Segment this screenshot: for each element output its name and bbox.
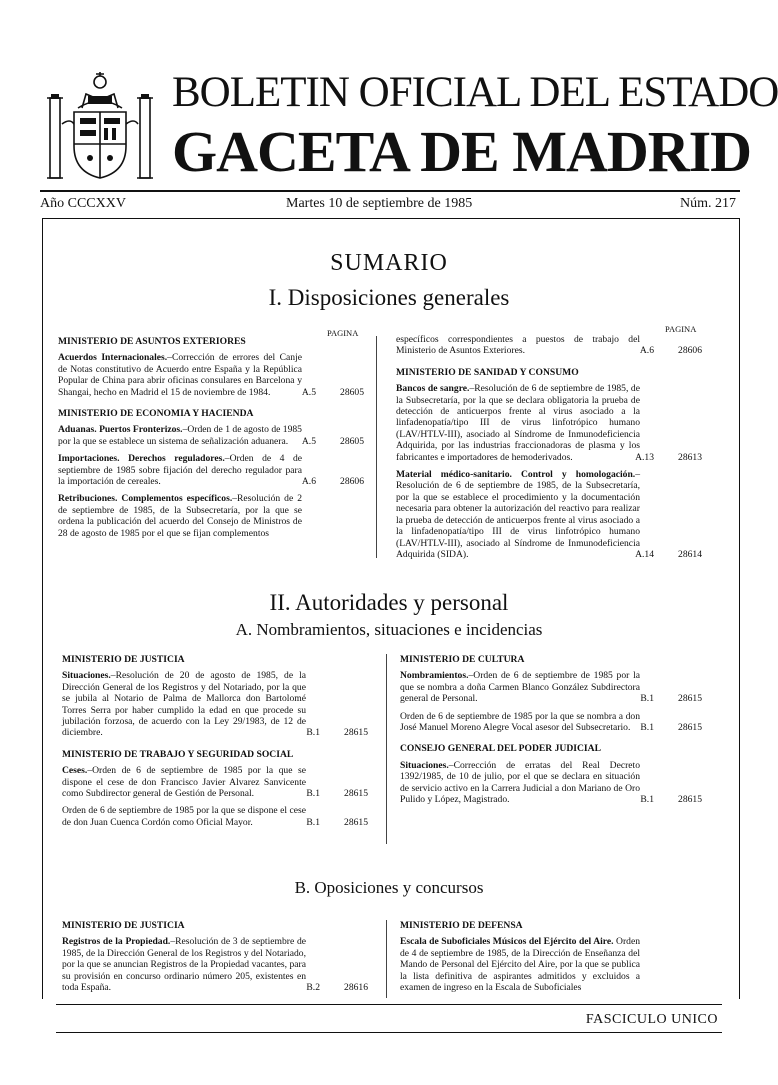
entry-reference: B.1 xyxy=(640,693,654,705)
date-label: Martes 10 de septiembre de 1985 xyxy=(286,196,473,211)
ministry-heading: MINISTERIO DE ASUNTOS EXTERIORES xyxy=(58,336,246,347)
masthead-rule xyxy=(40,190,740,192)
entry-reference: A.14 xyxy=(635,548,654,560)
summary-entry xyxy=(396,383,702,463)
summary-entry xyxy=(58,424,364,447)
page-column-label: PAGINA xyxy=(665,324,697,334)
issue-number: Núm. 217 xyxy=(680,196,736,211)
entry-heading: Registros de la Propiedad. xyxy=(62,936,171,948)
summary-entry xyxy=(62,805,368,828)
entry-reference: B.1 xyxy=(306,727,320,739)
section-1-left-column xyxy=(58,336,364,549)
entry-text: –Resolución de 2 de septiembre de 1985, de la Subsecretaría, por la que se ordena la publicación del acuerdo del Consejo de Ministros de 28 de agosto de 1985 por el que se fijan complementos xyxy=(58,493,302,539)
entry-heading: Bancos de sangre. xyxy=(396,383,470,395)
summary-heading: SUMARIO xyxy=(330,250,448,276)
entry-page-number: 28605 xyxy=(340,386,364,398)
entry-heading: Ceses. xyxy=(62,765,88,777)
ministry-heading: MINISTERIO DE ECONOMIA Y HACIENDA xyxy=(58,408,254,420)
ministry-heading: CONSEJO GENERAL DEL PODER JUDICIAL xyxy=(400,743,601,755)
summary-entry xyxy=(396,469,702,560)
year-label: Año CCCXXV xyxy=(40,196,126,211)
entry-reference: B.1 xyxy=(306,816,320,828)
section-2a-heading: A. Nombramientos, situaciones e incidencias xyxy=(235,620,543,639)
summary-entry xyxy=(400,936,702,993)
entry-reference: B.2 xyxy=(306,982,320,994)
column-divider xyxy=(386,920,387,998)
entry-text: –Resolución de 6 de septiembre de 1985, de la Subsecretaría, por la que se declara obligatoria la prueba de detección de anticuerpos frente al virus asociado a la linfadenopatía/tipo III de virus linfotrópico humano (LAV/HTLV-III), asociado al Síndrome de Inmunodeficiencia Adquirida, por las industrias fraccionadoras de plasma y los fabricantes e importadores de hemoderivados. xyxy=(396,383,640,463)
summary-entry xyxy=(58,352,364,398)
entry-text: –Orden de 1 de agosto de 1985 por la que se establece un sistema de señalización aduanera. xyxy=(58,424,302,447)
entry-reference: A.5 xyxy=(301,386,316,398)
summary-entry xyxy=(400,711,702,734)
entry-reference: A.6 xyxy=(639,345,654,357)
entry-page-number: 28615 xyxy=(678,693,702,705)
section-2-left-column xyxy=(62,654,368,838)
summary-entry xyxy=(58,453,364,487)
summary-entry xyxy=(62,765,368,799)
entry-page-number: 28613 xyxy=(678,451,702,463)
entry-heading: Importaciones. Derechos reguladores. xyxy=(58,453,225,465)
entry-heading: Material médico-sanitario. Control y homologación. xyxy=(396,469,636,481)
entry-reference: B.1 xyxy=(640,722,654,734)
entry-text: específicos correspondientes a puestos de trabajo del Ministerio de Asuntos Exteriores. xyxy=(396,334,640,357)
section-b-heading: B. Oposiciones y concursos xyxy=(294,878,484,897)
entry-heading: Situaciones. xyxy=(62,670,111,682)
entry-reference: B.1 xyxy=(306,788,320,800)
summary-entry xyxy=(62,936,368,993)
entry-text: Orden de 6 de septiembre de 1985 por la que se dispone el cese de don Juan Cuenca Cordón como Oficial Mayor. xyxy=(62,805,306,828)
entry-page-number: 28615 xyxy=(344,727,368,739)
summary-entry xyxy=(400,760,702,806)
entry-text: –Resolución de 3 de septiembre de 1985, de la Dirección General de los Registros y del Notariado, por la que se anuncian Registros de la Propiedad vacantes, para su provisión en concurso ordinario número 205, existentes en toda España. xyxy=(62,936,307,994)
ministry-heading: MINISTERIO DE SANIDAD Y CONSUMO xyxy=(396,366,579,378)
page-column-label: PAGINA xyxy=(327,328,359,338)
section-2-heading: II. Autoridades y personal xyxy=(269,590,509,615)
summary-entry xyxy=(400,670,702,704)
entry-text: Orden de 4 de septiembre de 1985, de la Dirección de Enseñanza del Mando de Personal del Ejército del Aire, por la que se publica la lista definitiva de aspirantes admitidos y excluidos a examen de ingreso en la Escala de Suboficiales xyxy=(400,936,641,994)
entry-text: –Orden de 6 de septiembre de 1985 por la que se nombra a doña Carmen Blanco González Subdirectora general de Personal. xyxy=(400,670,640,705)
section-b-left-column xyxy=(62,920,368,1003)
section-1-heading: I. Disposiciones generales xyxy=(268,285,510,310)
summary-entry xyxy=(396,334,702,357)
entry-page-number: 28615 xyxy=(678,794,702,806)
masthead-subtitle: GACETA DE MADRID xyxy=(172,119,752,184)
ministry-heading: MINISTERIO DE DEFENSA xyxy=(400,920,523,931)
entry-page-number: 28606 xyxy=(340,476,364,488)
entry-heading: Aduanas. Puertos Fronterizos. xyxy=(58,424,183,436)
entry-text: –Orden de 4 de septiembre de 1985 sobre fijación del derecho regulador para la importación de cereales. xyxy=(58,453,302,488)
ministry-heading: MINISTERIO DE TRABAJO Y SEGURIDAD SOCIAL xyxy=(62,748,294,760)
footer-rule xyxy=(56,1032,722,1033)
footer-rule xyxy=(56,1004,722,1005)
entry-page-number: 28615 xyxy=(344,788,368,800)
entry-heading: Retribuciones. Complementos específicos. xyxy=(58,493,233,505)
column-divider xyxy=(376,336,377,558)
entry-reference: A.6 xyxy=(301,476,316,488)
entry-reference: B.1 xyxy=(640,794,654,806)
coat-of-arms-icon xyxy=(44,68,156,188)
fascicle-label: FASCICULO UNICO xyxy=(585,1012,718,1027)
ministry-heading: MINISTERIO DE JUSTICIA xyxy=(62,920,185,931)
entry-text: Orden de 6 de septiembre de 1985 por la que se nombra a don José Manuel Moreno Alegre Vocal asesor del Subsecretario. xyxy=(400,710,640,734)
entry-page-number: 28615 xyxy=(678,722,702,734)
entry-reference: A.13 xyxy=(635,451,654,463)
ministry-heading: MINISTERIO DE JUSTICIA xyxy=(62,654,185,665)
entry-text: –Corrección de errores del Canje de Notas constitutivo de Acuerdo entre España y la República Popular de China para abrir oficinas consulares en Barcelona y Shangai, hecho en Madrid el 15 de noviembre de 1984. xyxy=(58,352,302,398)
entry-page-number: 28615 xyxy=(344,816,368,828)
entry-text: –Resolución de 6 de septiembre de 1985, de la Subsecretaría, por la que se establece el procedimiento y la documentación necesaria para obtener la autorización del reactivo para realizar la prueba de detección de anticuerpos frente al virus asociado a la linfadenopatía/tipo III de virus linfotrópico humano (LAV/HTLV-III), asociado al Síndrome de Inmunodeficiencia Adquirida (SIDA). xyxy=(396,469,640,560)
summary-entry xyxy=(62,670,368,738)
entry-page-number: 28616 xyxy=(344,982,368,994)
entry-heading: Acuerdos Internacionales. xyxy=(58,352,168,364)
entry-reference: A.5 xyxy=(301,435,316,447)
summary-entry xyxy=(58,493,364,539)
column-divider xyxy=(386,654,387,844)
entry-heading: Escala de Suboficiales Músicos del Ejército del Aire. xyxy=(400,936,614,948)
masthead-title: BOLETIN OFICIAL DEL ESTADO xyxy=(172,69,778,116)
section-b-right-column xyxy=(400,920,702,1003)
ministry-heading: MINISTERIO DE CULTURA xyxy=(400,654,525,665)
section-2-right-column xyxy=(400,654,702,815)
section-1-right-column xyxy=(396,334,702,570)
entry-text: –Corrección de erratas del Real Decreto 1392/1985, de 10 de julio, por el que se declara en situación de servicio activo en la Carrera Judicial a don Mariano de Oro Pulido y López, Magistrado. xyxy=(400,759,640,806)
entry-heading: Situaciones. xyxy=(400,759,449,771)
entry-page-number: 28606 xyxy=(678,345,702,357)
entry-page-number: 28605 xyxy=(340,435,364,447)
entry-text: –Resolución de 20 de agosto de 1985, de la Dirección General de los Registros y del Notariado, por la que se jubila al Notario de Palma de Mallorca don Bartolomé Torres Serra por haber cumplido la edad en que procede su jubilación forzosa, de acuerdo con la Ley 29/1983, de 12 de diciembre. xyxy=(62,670,306,739)
entry-heading: Nombramientos. xyxy=(400,670,469,682)
entry-page-number: 28614 xyxy=(678,548,702,560)
entry-text: –Orden de 6 de septiembre de 1985 por la que se dispone el cese de don Francisco Javier Alvarez Sanvicente como Subdirector general de Gestión de Personal. xyxy=(62,765,306,800)
